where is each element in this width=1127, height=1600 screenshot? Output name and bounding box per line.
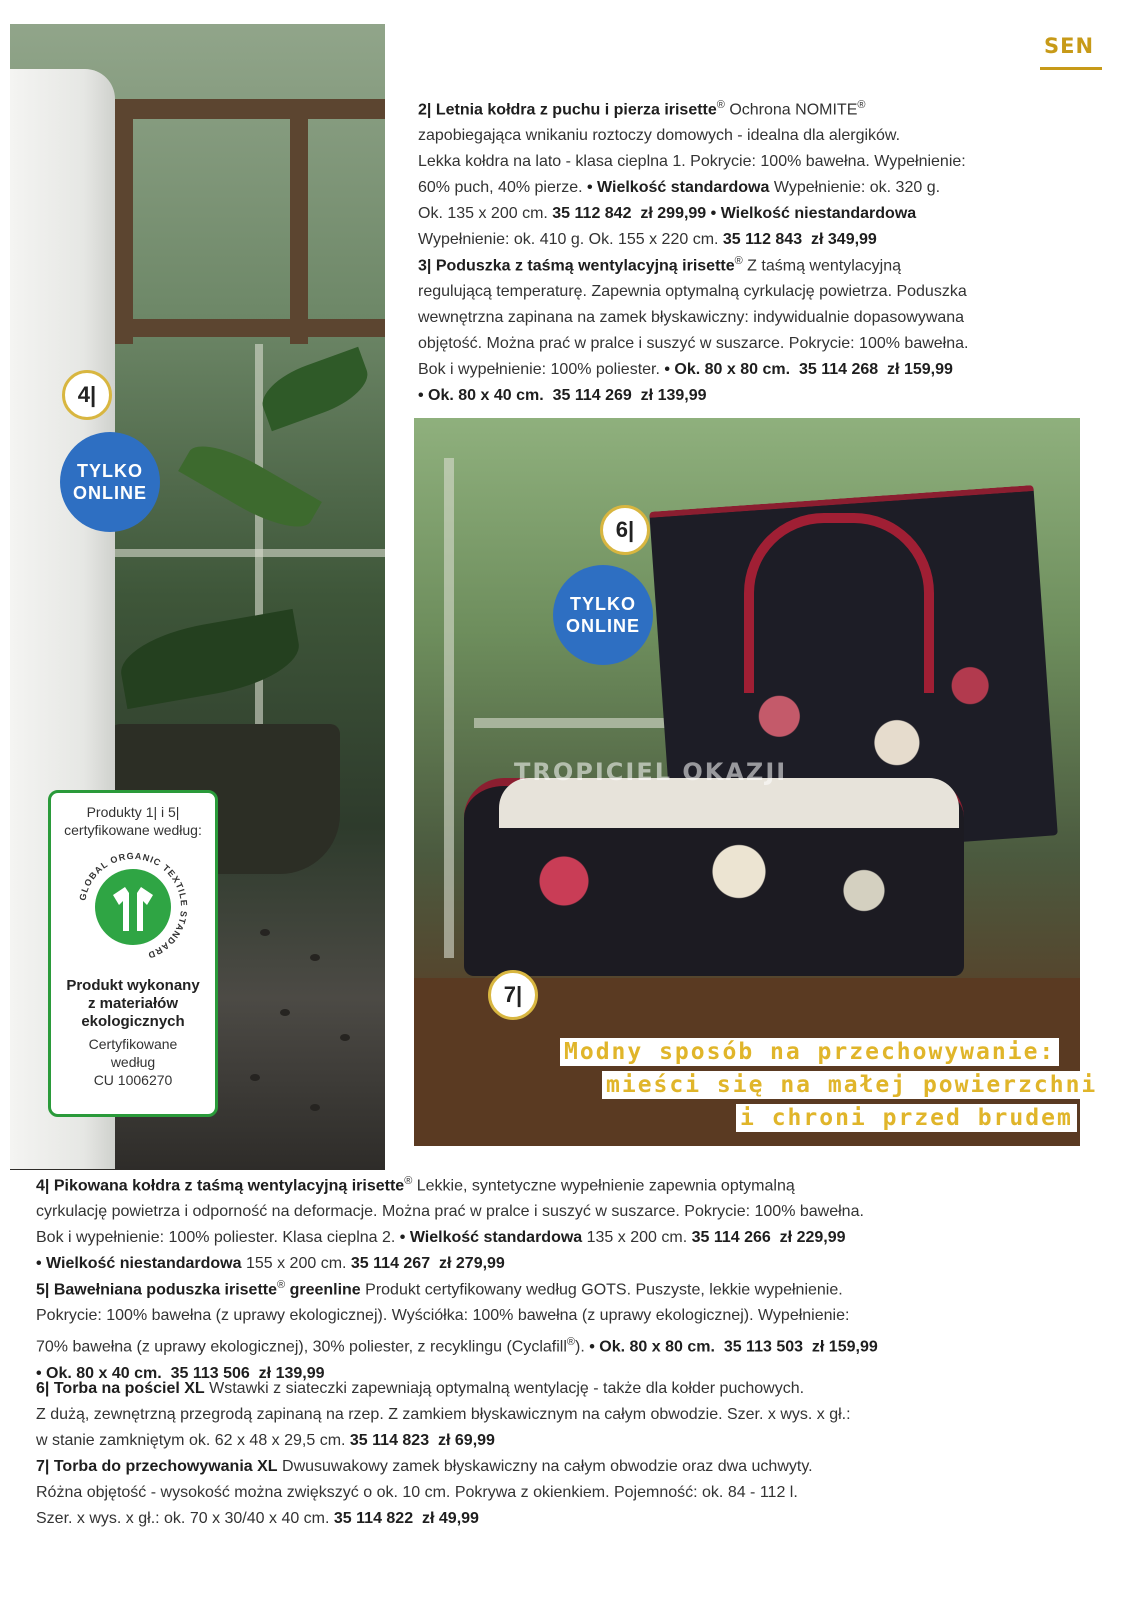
item-3-text: regulującą temperaturę. Zapewnia optymalną cyrkulację powietrza. Poduszka [418,283,967,301]
online-badge-line: ONLINE [72,483,147,503]
item-7-title: Torba do przechowywania XL [53,1458,278,1475]
item-7-text: Szer. x wys. x gł.: ok. 70 x 30/40 x 40 cm. [36,1510,334,1527]
pebble [310,1104,320,1111]
item-6-text: Wstawki z siateczki zapewniają optymalną wentylację - także dla kołder puchowych. [204,1380,805,1397]
item-4-text: cyrkulację powietrza i odporność na deformacje. Można prać w pralce i suszyć w suszarce. Pokrycie: 100% bawełna. [36,1203,864,1221]
item-3-text: Bok i wypełnienie: 100% poliester. [418,361,665,379]
window-beam [290,114,308,344]
cert-text: Produkty 1| i 5| [86,804,180,820]
plant-leaf [115,609,304,709]
item-5-code-2: 35 113 506 [170,1364,250,1382]
item-5-description [36,1272,1096,1387]
online-badge-line: TYLKO [570,594,636,614]
item-2-title: Letnia kołdra z puchu i pierza irisette [435,101,717,119]
slogan-line: Modny sposób na przechowywanie: [560,1038,1059,1066]
item-2-size-nonstandard: • Wielkość niestandardowa [710,205,917,223]
window-frame [444,458,454,958]
online-badge-line: ONLINE [565,616,640,636]
product-number-badge: 6| [600,505,650,555]
item-2-description [418,92,1078,253]
item-4-code-2: 35 114 267 [350,1255,431,1273]
item-3-number: 3| [418,257,432,275]
item-4-text: Lekkie, syntetyczne wypełnienie zapewnia optymalną [412,1177,795,1195]
pebble [260,929,270,936]
item-3-title: Poduszka z taśmą wentylacyjną irisette [435,257,735,275]
item-6-price: zł 69,99 [438,1432,495,1449]
item-7-number: 7| [36,1458,50,1475]
item-4-text: 135 x 200 cm. [582,1229,692,1247]
cert-text: certyfikowane według: [64,822,202,838]
item-2-text: 60% puch, 40% pierze. [418,179,587,197]
item-3-text: Z taśmą wentylacyjną [742,257,902,275]
item-4-price-1: zł 229,99 [779,1229,846,1247]
item-2-number: 2| [418,101,432,119]
item-2-text: zapobiegająca wnikaniu roztoczy domowych - idealna dla alergików. [418,127,901,145]
item-7-text: Dwusuwakowy zamek błyskawiczny na całym obwodzie oraz dwa uchwyty. [277,1458,813,1475]
pebble [340,1034,350,1041]
item-2-price-1: zł 299,99 [640,205,707,223]
item-2-text: Wypełnienie: ok. 410 g. Ok. 155 x 220 cm. [418,231,723,249]
item-5-text: Pokrycie: 100% bawełna (z uprawy ekologicznej). Wyściółka: 100% bawełna (z uprawy ekologicznej). Wypełnienie: [36,1307,850,1325]
pebble [250,1074,260,1081]
registered-mark: ® [277,1279,286,1291]
item-3-price-1: zł 159,99 [887,361,953,379]
gots-certificate-box [48,790,218,1117]
item-2-code-1: 35 112 842 [552,205,632,223]
gots-ring-text: GLOBAL ORGANIC TEXTILE STANDARD [77,850,190,961]
item-5-price-1: zł 159,99 [811,1338,878,1356]
item-7-code: 35 114 822 [333,1510,414,1527]
online-only-badge [60,432,160,532]
gots-logo-icon [73,847,193,967]
cert-text: według [110,1054,156,1070]
item-2-code-2: 35 112 843 [722,231,803,249]
registered-mark: ® [734,255,743,267]
product-number-badge: 4| [62,370,112,420]
online-only-badge [553,565,653,665]
item-6-description [36,1376,1096,1454]
cert-bold-text: ekologicznych [81,1013,185,1030]
item-3-price-2: zł 139,99 [640,387,707,405]
item-4-size-nonstandard: • Wielkość niestandardowa [36,1255,242,1273]
bag-handle [744,513,934,693]
product-number-badge: 7| [488,970,538,1020]
cert-bold-text: Produkt wykonany [66,977,200,994]
item-5-number: 5| [36,1281,50,1299]
item-3-code-1: 35 114 268 [798,361,879,379]
item-4-text: 155 x 200 cm. [241,1255,351,1273]
item-5-code-1: 35 113 503 [723,1338,804,1356]
item-5-price-2: zł 139,99 [258,1364,325,1382]
item-4-size-standard: • Wielkość standardowa [399,1229,583,1247]
cert-number: CU 1006270 [93,1072,173,1088]
item-4-price-2: zł 279,99 [439,1255,505,1273]
item-5-size-1: • Ok. 80 x 80 cm. [589,1338,715,1356]
item-6-text: w stanie zamkniętym ok. 62 x 48 x 29,5 cm. [36,1432,350,1449]
item-5-size-2: • Ok. 80 x 40 cm. [36,1364,162,1382]
plant-leaf [255,347,375,432]
item-4-title: Pikowana kołdra z taśmą wentylacyjną irisette [53,1177,405,1195]
item-2-price-2: zł 349,99 [811,231,877,249]
item-6-title: Torba na pościel XL [53,1380,205,1397]
section-underline [1040,67,1102,70]
pebble [280,1009,290,1016]
item-5-text: Produkt certyfikowany według GOTS. Puszyste, lekkie wypełnienie. [360,1281,843,1299]
item-7-description [36,1454,1096,1532]
item-3-text: wewnętrzna zapinana na zamek błyskawiczny: indywidualnie dopasowywana [418,309,965,327]
item-6-number: 6| [36,1380,50,1397]
registered-mark: ® [857,99,866,111]
item-5-text: 70% bawełna (z uprawy ekologicznej), 30% poliester, z recyklingu (Cyclafill [36,1338,567,1356]
watermark: TROPICIEL OKAZJI [514,758,788,786]
window-beam [95,319,385,337]
item-3-code-2: 35 114 269 [552,387,632,405]
registered-mark: ® [566,1336,576,1349]
item-2-text: Wypełnienie: ok. 320 g. [769,179,941,197]
online-badge-line: TYLKO [77,461,143,481]
item-4-number: 4| [36,1177,50,1195]
window-frame [110,549,385,557]
item-5-title: Bawełniana poduszka irisette [53,1281,278,1299]
slogan-line: i chroni przed brudem [736,1104,1077,1132]
item-2-text: Ochrona NOMITE [724,101,858,119]
item-4-description [36,1168,1096,1277]
item-4-code-1: 35 114 266 [691,1229,771,1247]
item-4-text: Bok i wypełnienie: 100% poliester. Klasa cieplna 2. [36,1229,400,1247]
section-label: SEN [1044,34,1095,58]
slogan-line: mieści się na małej powierzchni [602,1071,1101,1099]
cert-text: Certyfikowane [88,1036,178,1052]
registered-mark: ® [716,99,725,111]
window-beam [110,99,385,119]
item-2-size-standard: • Wielkość standardowa [587,179,770,197]
plant-leaf [178,432,322,541]
item-3-description [418,248,1078,409]
item-7-text: Różna objętość - wysokość można zwiększyć o ok. 10 cm. Pokrywa z okienkiem. Pojemność: ok. 84 - 112 l. [36,1484,798,1501]
item-2-text: Ok. 135 x 200 cm. [418,205,553,223]
item-7-price: zł 49,99 [422,1510,479,1527]
item-5-title: greenline [285,1281,361,1299]
item-3-size-1: • Ok. 80 x 80 cm. [664,361,791,379]
pebble [310,954,320,961]
item-5-text: ). [575,1338,590,1356]
item-3-size-2: • Ok. 80 x 40 cm. [418,387,544,405]
cert-bold-text: z materiałów [87,995,179,1012]
item-2-text: Lekka kołdra na lato - klasa cieplna 1. Pokrycie: 100% bawełna. Wypełnienie: [418,153,966,171]
item-6-text: Z dużą, zewnętrzną przegrodą zapinaną na rzep. Z zamkiem błyskawicznym na całym obwodzie. Szer. x wys. x gł.: [36,1406,851,1423]
window-beam [115,114,133,344]
registered-mark: ® [404,1175,413,1187]
item-6-code: 35 114 823 [349,1432,430,1449]
item-3-text: objętość. Można prać w pralce i suszyć w suszarce. Pokrycie: 100% bawełna. [418,335,969,353]
storage-bags-photo [414,418,1080,1146]
